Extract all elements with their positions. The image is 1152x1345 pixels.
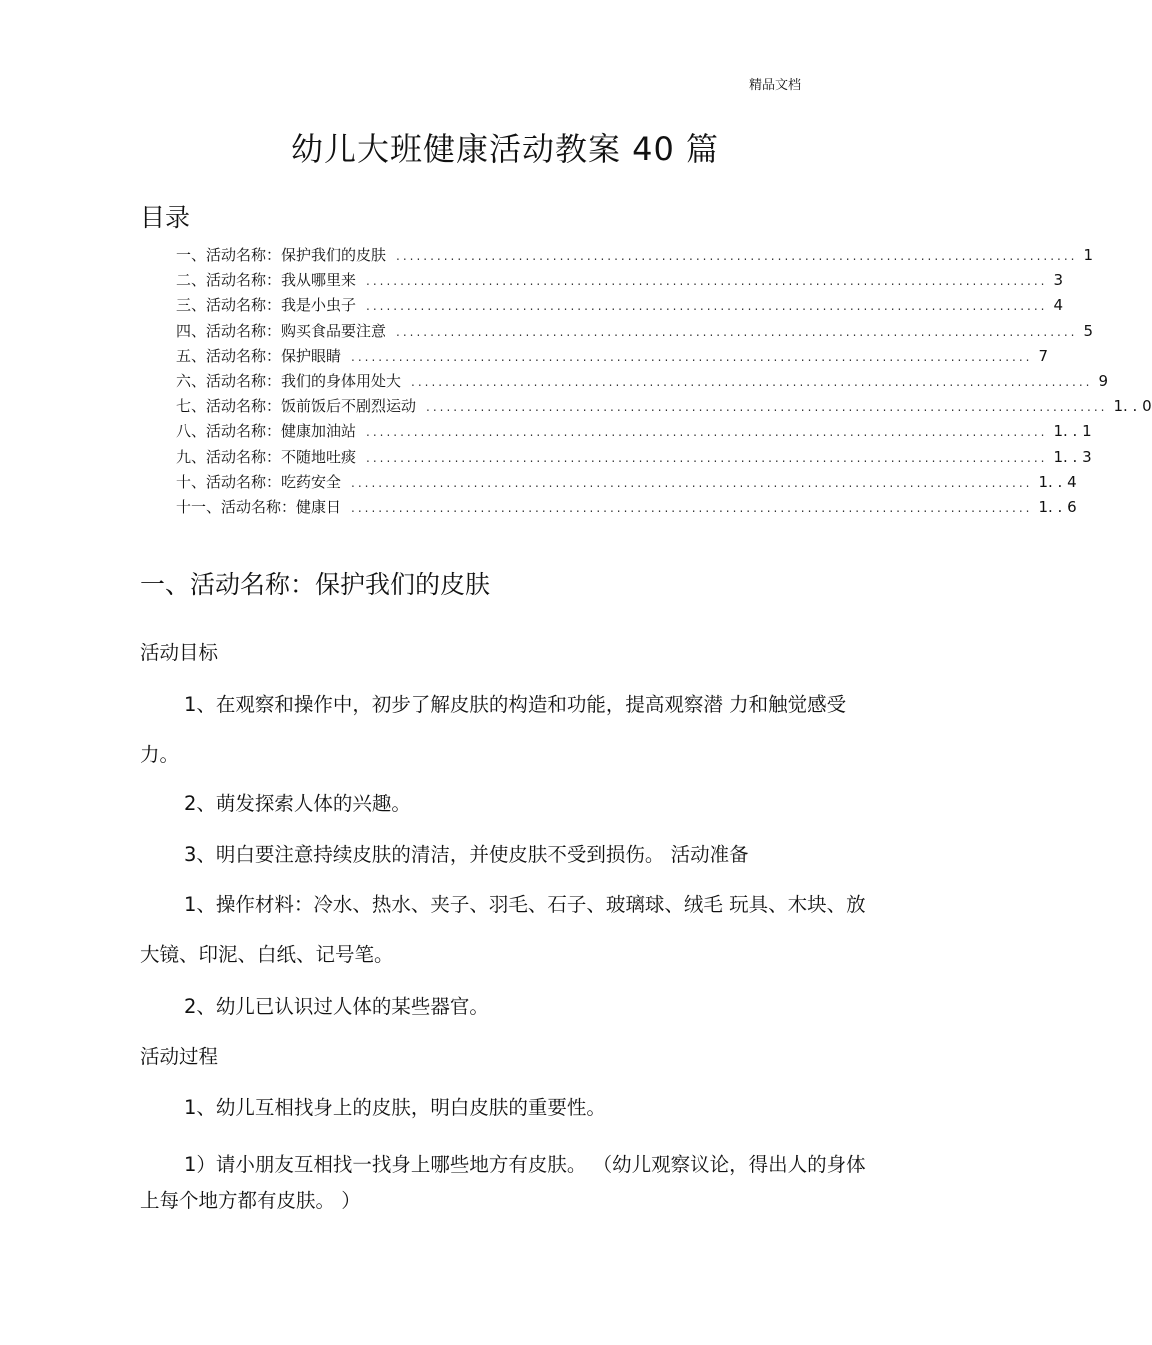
toc-entry-title: 二、活动名称：我从哪里来 xyxy=(176,271,357,290)
toc-entry-title: 八、活动名称：健康加油站 xyxy=(176,422,357,441)
toc-entry-title: 十一、活动名称：健康日 xyxy=(176,497,342,516)
goal-item-1: 1、在观察和操作中，初步了解皮肤的构造和功能，提高观察潜 力和触觉感受力。 xyxy=(140,693,847,766)
toc-entry-title: 一、活动名称：保护我们的皮肤 xyxy=(176,246,387,264)
process-item-1: 1、幼儿互相找身上的皮肤，明白皮肤的重要性。 xyxy=(184,1096,606,1119)
toc-entry[interactable] xyxy=(176,420,1092,445)
toc-entry[interactable] xyxy=(176,471,1077,496)
table-of-contents xyxy=(176,244,1152,521)
toc-entry-title: 十、活动名称：吃药安全 xyxy=(176,472,342,491)
toc-entry-page: 1. . 3 xyxy=(1053,447,1092,466)
toc-entry-page: 9 xyxy=(1098,371,1109,390)
toc-entry[interactable] xyxy=(176,345,1049,370)
toc-entry-title: 四、活动名称：购买食品要注意 xyxy=(176,321,387,340)
document-title: 幼儿大班健康活动教案 40 篇 xyxy=(290,130,720,168)
toc-entry[interactable] xyxy=(176,446,1092,471)
toc-leader-dots: .................................................................................................... xyxy=(366,274,1048,289)
header-tag: 精品文档 xyxy=(749,78,802,93)
toc-entry-page: 5 xyxy=(1083,321,1094,340)
toc-entry-page: 3 xyxy=(1053,271,1064,290)
toc-entry-page: 7 xyxy=(1038,346,1049,365)
toc-leader-dots: .................................................................................................... xyxy=(351,500,1033,515)
goal-label: 活动目标 xyxy=(140,641,219,664)
toc-leader-dots: .................................................................................................... xyxy=(366,299,1048,314)
toc-entry-page: 1. . 1 xyxy=(1053,422,1092,441)
toc-entry-page: 1. . 0 xyxy=(1113,397,1152,416)
toc-entry-title: 六、活动名称：我们的身体用处大 xyxy=(176,371,402,390)
toc-leader-dots: .................................................................................................... xyxy=(396,249,1078,263)
toc-leader-dots: .................................................................................................... xyxy=(366,450,1048,465)
toc-entry[interactable] xyxy=(176,320,1094,345)
toc-leader-dots: .................................................................................................... xyxy=(351,475,1033,490)
toc-entry-title: 三、活动名称：我是小虫子 xyxy=(176,296,357,315)
goal-item-3: 3、明白要注意持续皮肤的清洁，并使皮肤不受到损伤。 活动准备 xyxy=(184,843,749,866)
toc-entry-page: 4 xyxy=(1053,296,1064,315)
prep-item-1: 1、操作材料：冷水、热水、夹子、羽毛、石子、玻璃球、绒毛 玩具、木块、放大镜、印泥、白纸、记号笔。 xyxy=(140,893,866,966)
toc-entry-title: 九、活动名称：不随地吐痰 xyxy=(176,447,357,466)
toc-entry[interactable] xyxy=(176,269,1064,294)
toc-entry-page: 1. . 4 xyxy=(1038,472,1077,491)
toc-entry-page: 1 xyxy=(1083,246,1094,264)
prep-item-2: 2、幼儿已认识过人体的某些器官。 xyxy=(184,995,489,1018)
toc-entry[interactable] xyxy=(176,395,1152,420)
toc-leader-dots: .................................................................................................... xyxy=(411,374,1093,389)
toc-entry[interactable] xyxy=(176,370,1109,395)
process-label: 活动过程 xyxy=(140,1045,219,1068)
toc-entry-title: 五、活动名称：保护眼睛 xyxy=(176,346,342,365)
goal-item-2: 2、萌发探索人体的兴趣。 xyxy=(184,792,411,815)
section-heading: 一、活动名称：保护我们的皮肤 xyxy=(140,570,491,599)
toc-entry[interactable] xyxy=(176,244,1094,269)
toc-leader-dots: .................................................................................................... xyxy=(426,400,1108,415)
toc-leader-dots: .................................................................................................... xyxy=(366,425,1048,440)
toc-leader-dots: .................................................................................................... xyxy=(396,324,1078,339)
toc-entry-page: 1. . 6 xyxy=(1038,497,1077,516)
toc-heading: 目录 xyxy=(140,203,191,232)
process-item-1-1: 1）请小朋友互相找一找身上哪些地方有皮肤。 （幼儿观察议论，得出人的身体上每个地方都有皮肤。 ） xyxy=(140,1153,866,1212)
toc-entry-title: 七、活动名称：饭前饭后不剧烈运动 xyxy=(176,397,417,416)
toc-entry[interactable] xyxy=(176,294,1064,319)
toc-leader-dots: .................................................................................................... xyxy=(351,349,1033,364)
toc-entry[interactable] xyxy=(176,496,1077,521)
